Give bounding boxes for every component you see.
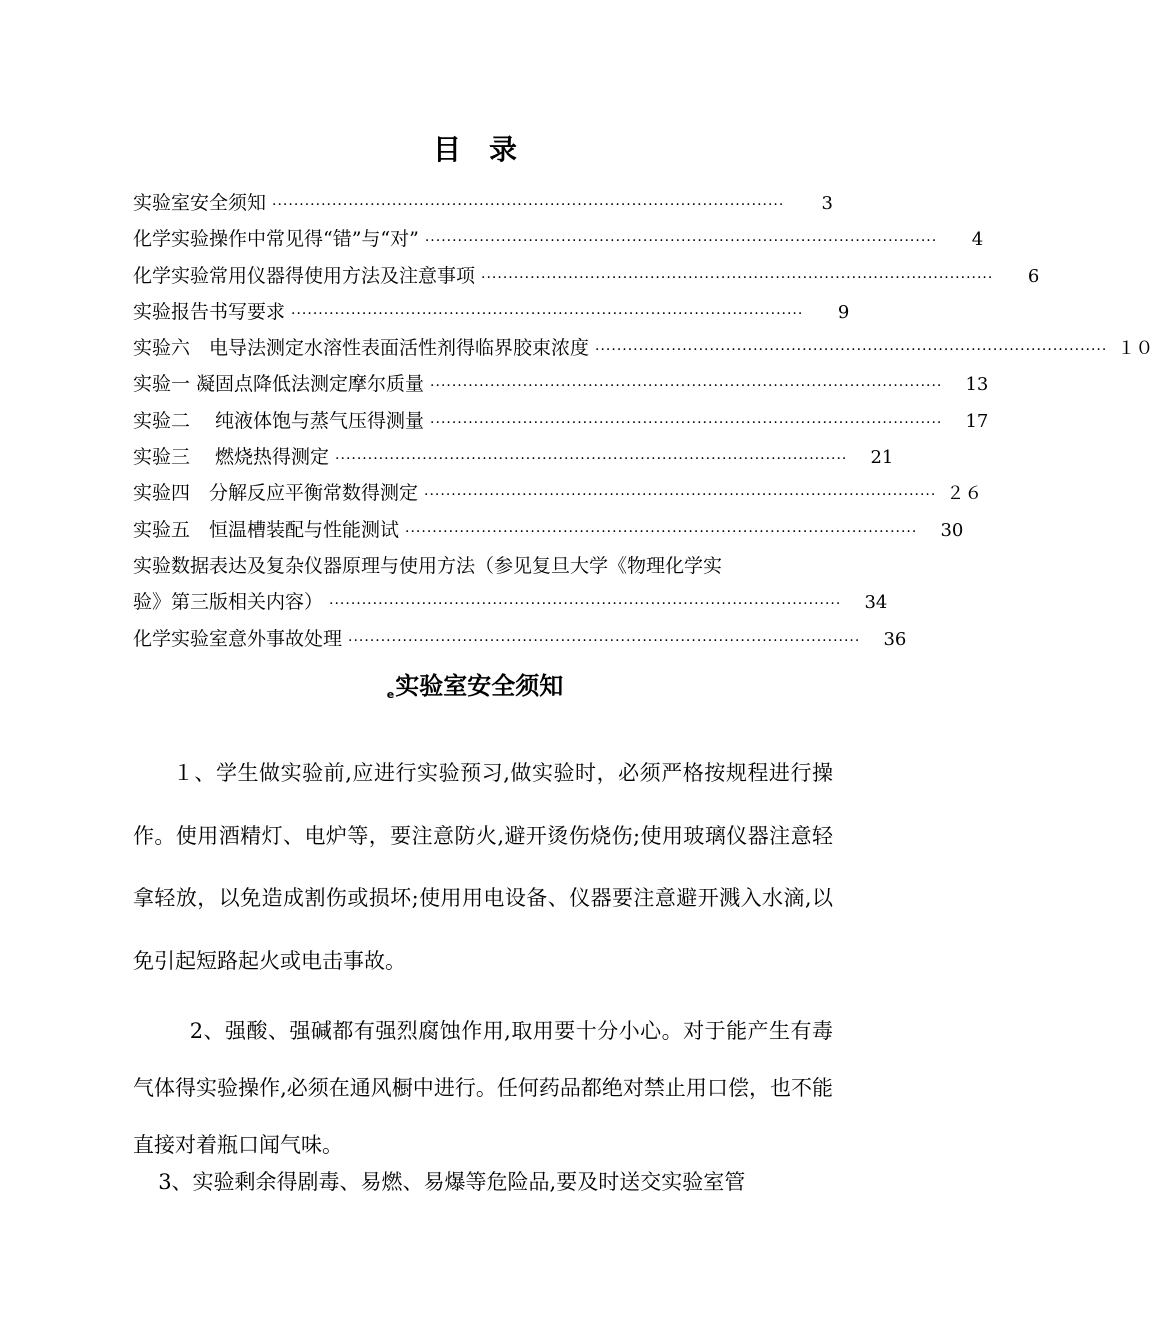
toc-entry-line2 [133, 584, 888, 620]
toc-leader-dots: ······························································································ [272, 197, 785, 213]
toc-entry[interactable] [133, 512, 964, 548]
toc-title: 目 录 [432, 133, 517, 166]
toc-leader-dots: ······························································································ [430, 378, 943, 395]
toc-leader-dots: ······························································································ [405, 523, 918, 540]
toc-entry-label: 实验室安全须知 [133, 192, 267, 214]
toc-entry-label-line1: 实验数据表达及复杂仪器原理与使用方法（参见复旦大学《物理化学实 [133, 554, 723, 577]
toc-entry[interactable] [133, 221, 984, 257]
toc-entry-label: 实验报告书写要求 [133, 300, 286, 323]
toc-entry[interactable] [133, 294, 850, 330]
toc-leader-dots: ······························································································ [335, 451, 848, 468]
toc-leader-dots: ······························································································ [348, 632, 861, 649]
toc-leader-dots: ······························································································ [291, 305, 804, 322]
toc-leader-dots: ······························································································ [329, 596, 842, 613]
toc-entry-wrapped[interactable] [133, 548, 888, 621]
toc-entry-label-line2: 验》第三版相关内容） [133, 591, 324, 614]
toc-entry-page: 3 [821, 193, 833, 214]
toc-entry-page: 9 [837, 301, 850, 323]
toc-entry[interactable] [133, 621, 907, 657]
toc-entry-label: 化学实验常用仪器得使用方法及注意事项 [133, 264, 476, 287]
toc-entry-label: 实验四 分解反应平衡常数得测定 [133, 482, 419, 505]
section-heading-text: 实验室安全须知 [395, 672, 564, 700]
toc-leader-dots: ······························································································ [424, 233, 938, 250]
toc-leader-dots: ······························································································ [595, 342, 1108, 359]
toc-leader-dots: ······························································································ [430, 414, 943, 431]
section-heading [0, 666, 950, 701]
toc-entry-label: 实验一 凝固点降低法测定摩尔质量 [133, 373, 425, 396]
toc-entry[interactable] [133, 403, 989, 439]
toc-leader-dots: ······························································································ [424, 487, 937, 504]
toc-leader-dots: ······························································································ [481, 269, 994, 286]
toc-entry-page: １０ [1117, 338, 1153, 360]
paragraph: 3、实验剩余得剧毒、易燃、易爆等危险品,要及时送交实验室管 [158, 1170, 746, 1194]
toc-entry-label: 化学实验室意外事故处理 [133, 627, 343, 650]
toc-entry-page: 4 [971, 229, 984, 251]
toc-entry-page: 17 [965, 410, 989, 432]
toc-entry-page: 21 [870, 447, 894, 469]
toc-entry[interactable] [133, 475, 983, 511]
toc-entry-label: 实验五 恒温槽装配与性能测试 [133, 518, 400, 541]
toc-entry-page: 34 [864, 592, 888, 614]
toc-entry-page: 30 [940, 519, 964, 541]
toc-entry[interactable] [133, 185, 833, 221]
toc-entry-page: 36 [883, 628, 907, 650]
toc-entry[interactable] [133, 330, 1153, 366]
toc-entry-label: 实验三 燃烧热得测定 [133, 446, 330, 469]
heading-marker: e [386, 688, 395, 701]
paragraph: １、学生做实验前,应进行实验预习,做实验时，必须严格按规程进行操作。使用酒精灯、电炉等，要注意防火,避开烫伤烧伤;使用玻璃仪器注意轻拿轻放，以免造成割伤或损坏;使用用电设备、仪器要注意避开溅入水滴,以免引起短路起火或电击事故。 [133, 761, 833, 973]
toc-entry-page: ２６ [946, 483, 983, 505]
toc-entry[interactable] [133, 366, 989, 402]
toc-entry-page: 6 [1027, 265, 1040, 287]
toc-entry[interactable] [133, 258, 1040, 294]
toc-entry-label: 实验二 纯液体饱与蒸气压得测量 [133, 409, 425, 432]
toc-entry[interactable] [133, 439, 894, 475]
toc-entry-page: 13 [965, 374, 989, 396]
toc-entry-label: 化学实验操作中常见得“错”与“对” [133, 228, 419, 251]
paragraph: 2、强酸、强碱都有强烈腐蚀作用,取用要十分小心。对于能产生有毒气体得实验操作,必须在通风橱中进行。任何药品都绝对禁止用口偿，也不能直接对着瓶口闻气味。 [133, 1019, 833, 1157]
table-of-contents [133, 185, 1153, 657]
toc-entry-label: 实验六 电导法测定水溶性表面活性剂得临界胶束浓度 [133, 337, 590, 360]
